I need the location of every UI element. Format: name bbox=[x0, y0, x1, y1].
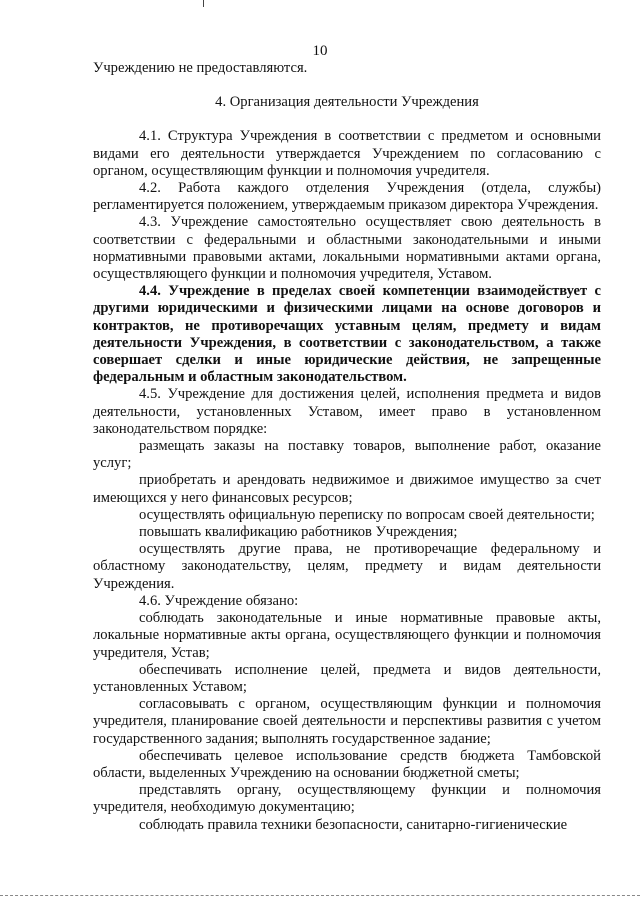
paragraph: 4.3. Учреждение самостоятельно осуществляет свою деятельность в соответствии с федеральными и областными законодательными и иными нормативными правовыми актами, локальными нормативными актами органа, осуществляющего функции и полномочия учредителя, Уставом. bbox=[93, 214, 601, 283]
lead-line: Учреждению не предоставляются. bbox=[93, 60, 308, 76]
paragraph: обеспечивать исполнение целей, предмета и видов деятельности, установленных Уставом; bbox=[93, 661, 601, 695]
page-number: 10 bbox=[312, 43, 328, 59]
paragraph: обеспечивать целевое использование средств бюджета Тамбовской области, выделенных Учреждению на основании бюджетной сметы; bbox=[93, 747, 601, 781]
paragraph: соблюдать законодательные и иные нормативные правовые акты, локальные нормативные акты органа, осуществляющего функции и полномочия учредителя, Устав; bbox=[93, 610, 601, 661]
paragraph: соблюдать правила техники безопасности, санитарно-гигиенические bbox=[139, 816, 568, 833]
paragraph: повышать квалификацию работников Учреждения; bbox=[139, 524, 458, 541]
paragraph: 4.4. Учреждение в пределах своей компетенции взаимодействует с другими юридическими и физическими лицами на основе договоров и контрактов, не противоречащих уставным целям, предмету и видам деятельности Учреждения, в соответствии с законодательством, а также совершает сделки и иные юридические действия, не запрещенные федеральным и областным законодательством. bbox=[93, 283, 601, 386]
paragraph: 4.5. Учреждение для достижения целей, исполнения предмета и видов деятельности, установленных Уставом, имеет право в установленном законодательством порядке: bbox=[93, 386, 601, 437]
section-heading: 4. Организация деятельности Учреждения bbox=[215, 94, 479, 111]
paragraph: приобретать и арендовать недвижимое и движимое имущество за счет имеющихся у него финансовых ресурсов; bbox=[93, 472, 601, 506]
paragraph: осуществлять официальную переписку по вопросам своей деятельности; bbox=[139, 506, 595, 523]
paragraph: 4.6. Учреждение обязано: bbox=[139, 592, 299, 609]
bottom-scan-edge bbox=[0, 895, 640, 896]
paragraph: представлять органу, осуществляющему функции и полномочия учредителя, необходимую документацию; bbox=[93, 782, 601, 816]
paragraph: 4.2. Работа каждого отделения Учреждения (отдела, службы) регламентируется положением, утверждаемым приказом директора Учреждения. bbox=[93, 180, 601, 214]
paragraph: согласовывать с органом, осуществляющим функции и полномочия учредителя, планирование своей деятельности и перспективы развития с учетом государственного задания; выполнять государственное задание; bbox=[93, 696, 601, 747]
paragraph: осуществлять другие права, не противоречащие федеральному и областному законодательству, целям, предмету и видам деятельности Учреждения. bbox=[93, 541, 601, 592]
document-body bbox=[93, 60, 601, 834]
paragraph-list bbox=[93, 128, 601, 833]
paragraph: 4.1. Структура Учреждения в соответствии с предметом и основными видами его деятельности утверждается Учреждением по согласованию с органом, осуществляющим функции и полномочия учредителя. bbox=[93, 128, 601, 179]
scan-mark bbox=[203, 0, 204, 7]
paragraph: размещать заказы на поставку товаров, выполнение работ, оказание услуг; bbox=[93, 438, 601, 472]
